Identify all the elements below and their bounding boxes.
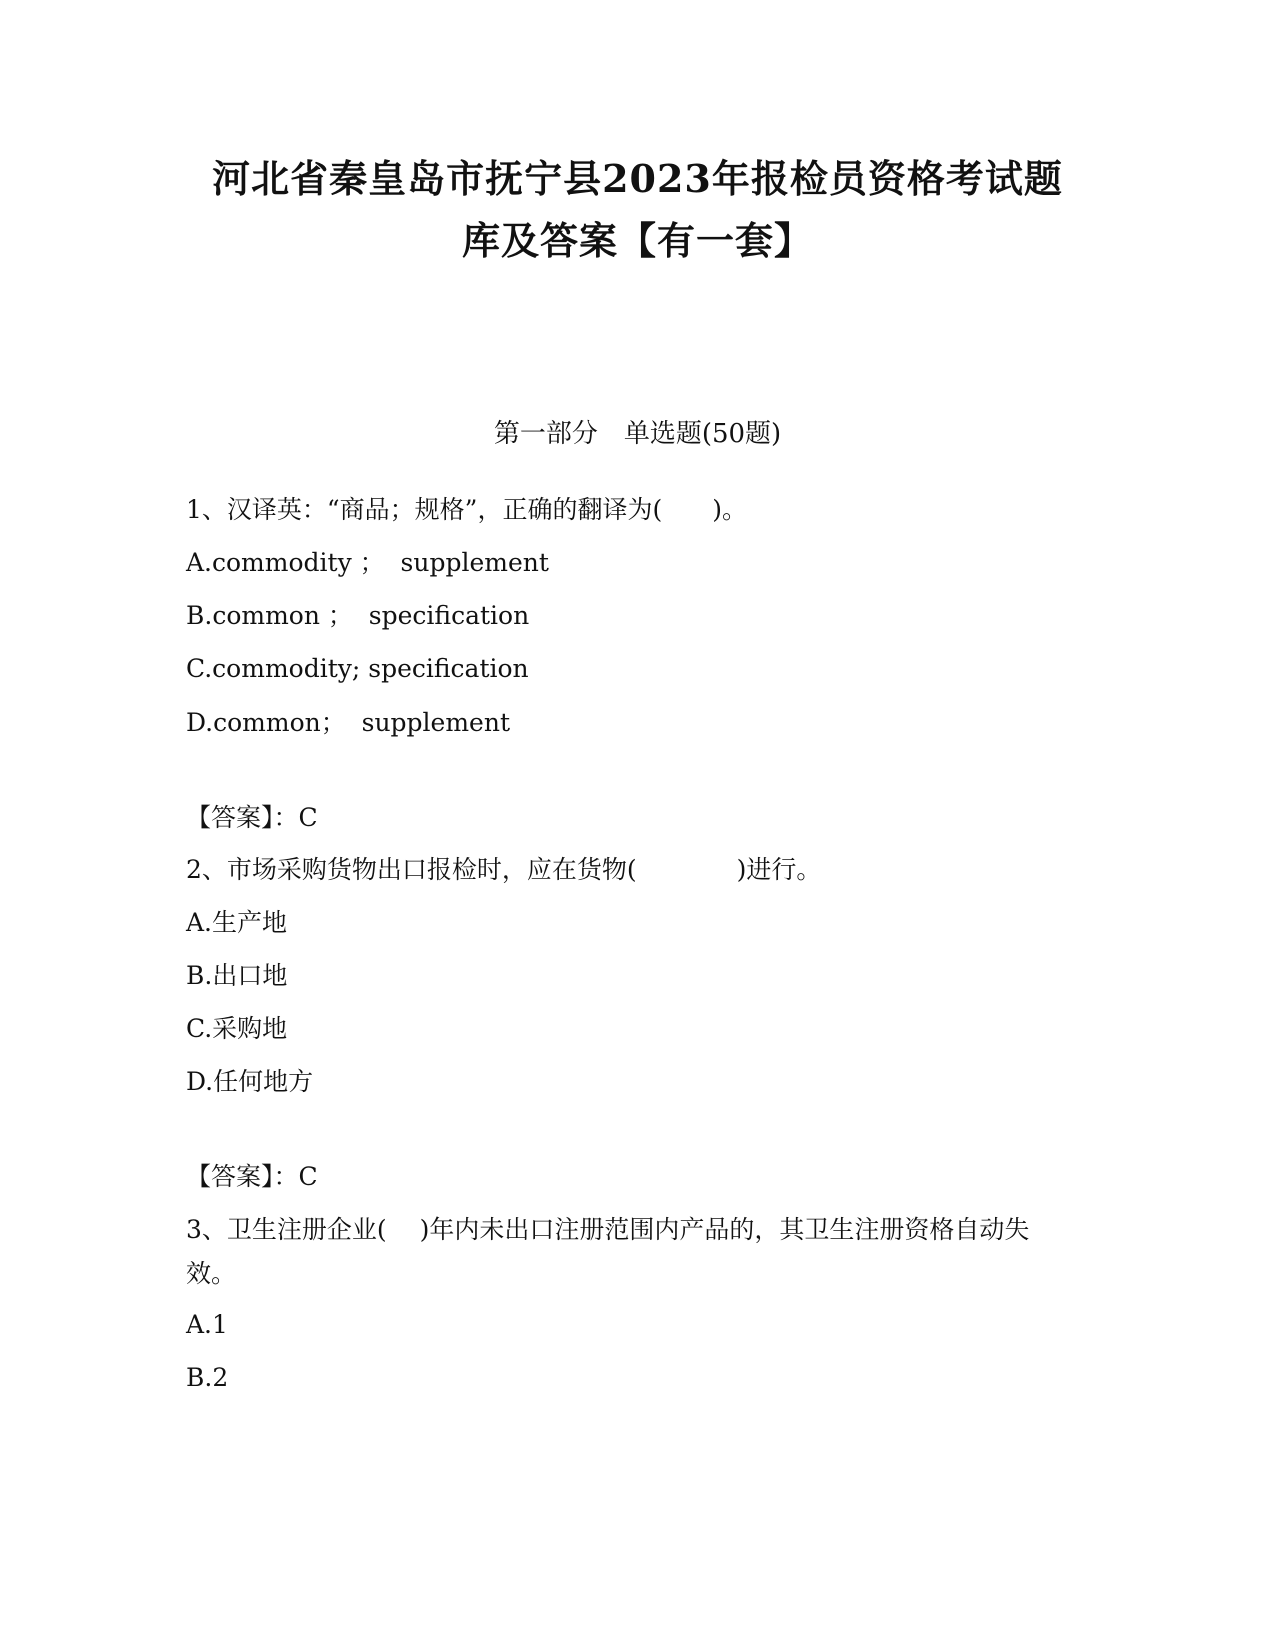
question-1-option-d: D.common； supplement	[186, 708, 510, 737]
question-1-option-c: C.commodity; specification	[186, 654, 529, 683]
question-2-option-b: B.出口地	[186, 961, 288, 990]
question-2-stem: 2、市场采购货物出口报检时，应在货物( )进行。	[186, 855, 822, 884]
question-2-option-d: D.任何地方	[186, 1067, 314, 1096]
document-title	[150, 148, 1125, 272]
question-3-option-b: B.2	[186, 1363, 229, 1392]
question-3-option-a: A.1	[186, 1310, 228, 1339]
question-2-option-a: A.生产地	[186, 908, 288, 937]
title-line-2: 库及答案【有一套】	[461, 218, 813, 263]
section-heading: 第一部分 单选题(50题)	[493, 419, 782, 449]
question-1-option-a: A.commodity ； supplement	[186, 548, 549, 577]
title-line-1: 河北省秦皇岛市抚宁县2023年报检员资格考试题	[212, 156, 1063, 201]
question-1-option-b: B.common ； specification	[186, 601, 530, 630]
question-1-answer: 【答案】：C	[186, 803, 318, 832]
question-2-option-c: C.采购地	[186, 1014, 288, 1043]
question-2-answer: 【答案】：C	[186, 1162, 318, 1191]
question-3-stem: 3、卫生注册企业( )年内未出口注册范围内产品的，其卫生注册资格自动失效。	[186, 1215, 1030, 1288]
question-1-stem: 1、汉译英：“商品；规格”，正确的翻译为( )。	[186, 495, 747, 524]
